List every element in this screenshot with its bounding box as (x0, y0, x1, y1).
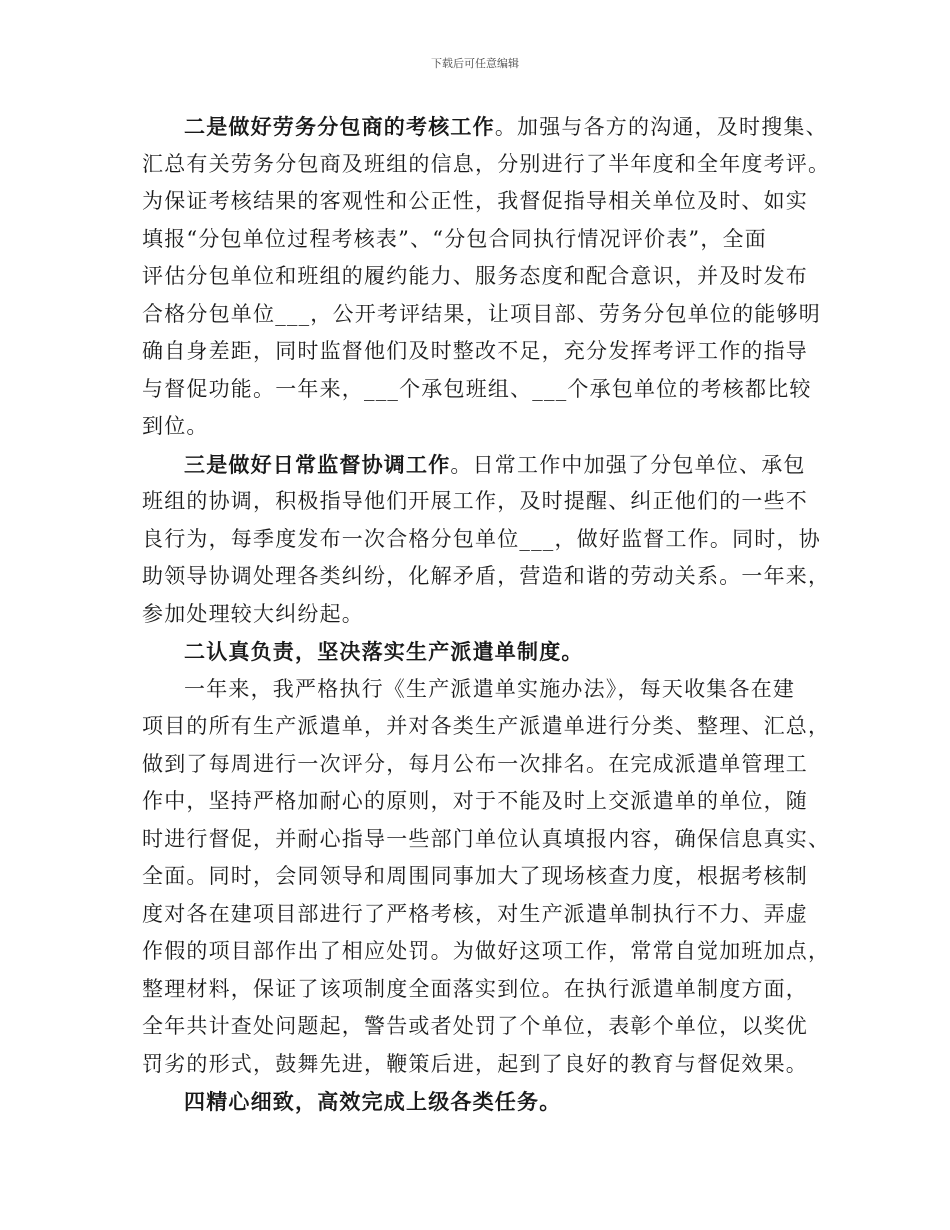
paragraph-line: 做到了每周进行一次评分，每月公布一次排名。在完成派遣单管理工 (142, 751, 808, 776)
paragraph-line (142, 108, 828, 146)
paragraph-line: 项目的所有生产派遣单，并对各类生产派遣单进行分类、整理、汇总， (142, 714, 831, 738)
paragraph-line: 度对各在建项目部进行了严格考核，对生产派遣单制执行不力、弄虚 (142, 901, 808, 926)
section-lead-heading: 三是做好日常监督协调工作 (184, 451, 451, 477)
paragraph-text: 。日常工作中加强了分包单位、承包 (450, 452, 806, 477)
section-heading: 四精心细致，高效完成上级各类任务。 (184, 1089, 562, 1114)
paragraph-line (142, 446, 822, 484)
paragraph-line: 良行为，每季度发布一次合格分包单位___，做好监督工作。同时，协 (142, 526, 821, 551)
paragraph-line: 全面。同时，会同领导和周围同事加大了现场核查力度，根据考核制 (142, 864, 808, 888)
paragraph-line: 作假的项目部作出了相应处罚。为做好这项工作，常常自觉加班加点， (142, 939, 831, 963)
paragraph-line: 填报“分包单位过程考核表”、“分包合同执行情况评价表”，全面 (142, 226, 767, 251)
paragraph-line: 合格分包单位___，公开考评结果，让项目部、劳务分包单位的能够明 (142, 301, 821, 326)
paragraph-line: 全年共计查处问题起，警告或者处罚了个单位，表彰个单位，以奖优 (142, 1014, 808, 1038)
paragraph-line: 时进行督促，并耐心指导一些部门单位认真填报内容，确保信息真实、 (142, 826, 831, 851)
paragraph-text: 。加强与各方的沟通，及时搜集、 (494, 115, 828, 139)
paragraph-line: 整理材料，保证了该项制度全面落实到位。在执行派遣单制度方面， (142, 976, 808, 1001)
paragraph-line: 评估分包单位和班组的履约能力、服务态度和配合意识，并及时发布 (142, 264, 808, 288)
paragraph-line: 罚劣的形式，鼓舞先进，鞭策后进，起到了良好的教育与督促效果。 (142, 1051, 808, 1076)
paragraph-line: 一年来，我严格执行《生产派遣单实施办法》，每天收集各在建 (184, 676, 796, 701)
paragraph-line: 参加处理较大纠纷起。 (142, 601, 364, 626)
section-lead-heading: 二是做好劳务分包商的考核工作 (184, 114, 495, 139)
paragraph-line: 汇总有关劳务分包商及班组的信息，分别进行了半年度和全年度考评。 (142, 151, 831, 176)
paragraph-line: 作中，坚持严格加耐心的原则，对于不能及时上交派遣单的单位，随 (142, 789, 808, 813)
page-header-note: 下载后可任意编辑 (431, 57, 519, 70)
document-body (142, 108, 831, 1121)
paragraph-line: 确自身差距，同时监督他们及时整改不足，充分发挥考评工作的指导 (142, 339, 808, 363)
paragraph-line: 到位。 (142, 414, 209, 438)
paragraph-line: 助领导协调处理各类纠纷，化解矛盾，营造和谐的劳动关系。一年来， (142, 564, 831, 588)
paragraph-line: 与督促功能。一年来，___个承包班组、___个承包单位的考核都比较 (142, 376, 812, 401)
paragraph-line: 班组的协调，积极指导他们开展工作，及时提醒、纠正他们的一些不 (142, 489, 808, 513)
paragraph-line: 为保证考核结果的客观性和公正性，我督促指导相关单位及时、如实 (142, 189, 808, 213)
section-heading: 二认真负责，坚决落实生产派遣单制度。 (184, 639, 584, 664)
